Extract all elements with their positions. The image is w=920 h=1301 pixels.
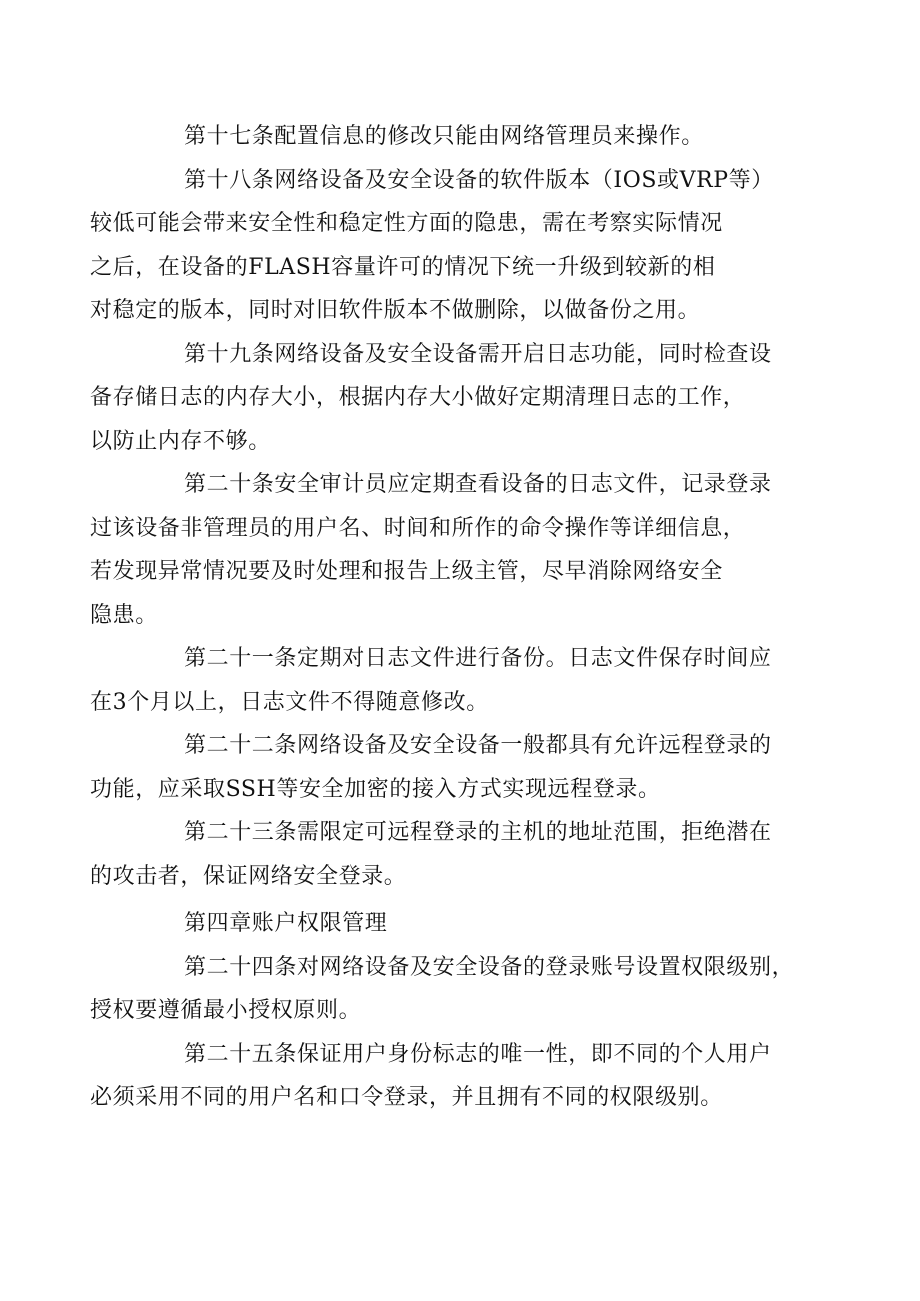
article-25 (90, 1033, 797, 1120)
article-22 (90, 724, 797, 811)
text-line: 第二十一条定期对日志文件进行备份。日志文件保存时间应 (184, 646, 772, 671)
article-17 (137, 115, 797, 159)
text-line: 之后，在设备的FLASH容量许可的情况下统一升级到较新的相 (90, 254, 716, 280)
document-body (90, 115, 797, 1120)
text-line: 第四章账户权限管理 (184, 911, 388, 936)
chapter-heading (137, 902, 797, 946)
article-18 (90, 159, 797, 333)
text-line: 第十七条配置信息的修改只能由网络管理员来操作。 (184, 124, 704, 149)
text-line: 第二十四条对网络设备及安全设备的登录账号设置权限级别， (184, 954, 795, 980)
article-19 (90, 333, 797, 464)
text-line: 在3个月以上，日志文件不得随意修改。 (90, 689, 489, 715)
text-line: 备存储日志的内存大小，根据内存大小做好定期清理日志的工作， (90, 385, 746, 410)
text-line: 第二十三条需限定可远程登录的主机的地址范围，拒绝潜在 (184, 820, 772, 845)
text-line: 若发现异常情况要及时处理和报告上级主管，尽早消除网络安全 (90, 559, 723, 584)
article-21 (90, 637, 797, 724)
text-line: 功能，应采取SSH等安全加密的接入方式实现远程登录。 (90, 776, 661, 802)
text-line: 过该设备非管理员的用户名、时间和所作的命令操作等详细信息， (90, 515, 746, 541)
text-line: 对稳定的版本，同时对旧软件版本不做删除，以做备份之用。 (90, 298, 701, 323)
text-line: 第十八条网络设备及安全设备的软件版本（IOS或VRP等） (184, 167, 774, 193)
text-line: 较低可能会带来安全性和稳定性方面的隐患，需在考察实际情况 (90, 211, 723, 236)
text-line: 的攻击者，保证网络安全登录。 (90, 863, 407, 889)
article-23 (90, 811, 797, 898)
article-24 (90, 946, 797, 1033)
article-20 (90, 463, 797, 637)
text-line: 隐患。 (90, 602, 158, 628)
text-line: 第二十条安全审计员应定期查看设备的日志文件，记录登录 (184, 472, 772, 497)
text-line: 授权要遵循最小授权原则。 (90, 998, 362, 1023)
text-line: 必须采用不同的用户名和口令登录，并且拥有不同的权限级别。 (90, 1085, 723, 1110)
text-line: 第二十五条保证用户身份标志的唯一性，即不同的个人用户 (184, 1041, 772, 1067)
text-line: 第二十二条网络设备及安全设备一般都具有允许远程登录的 (184, 733, 772, 758)
text-line: 以防止内存不够。 (90, 428, 271, 454)
text-line: 第十九条网络设备及安全设备需开启日志功能，同时检查设 (184, 341, 772, 367)
